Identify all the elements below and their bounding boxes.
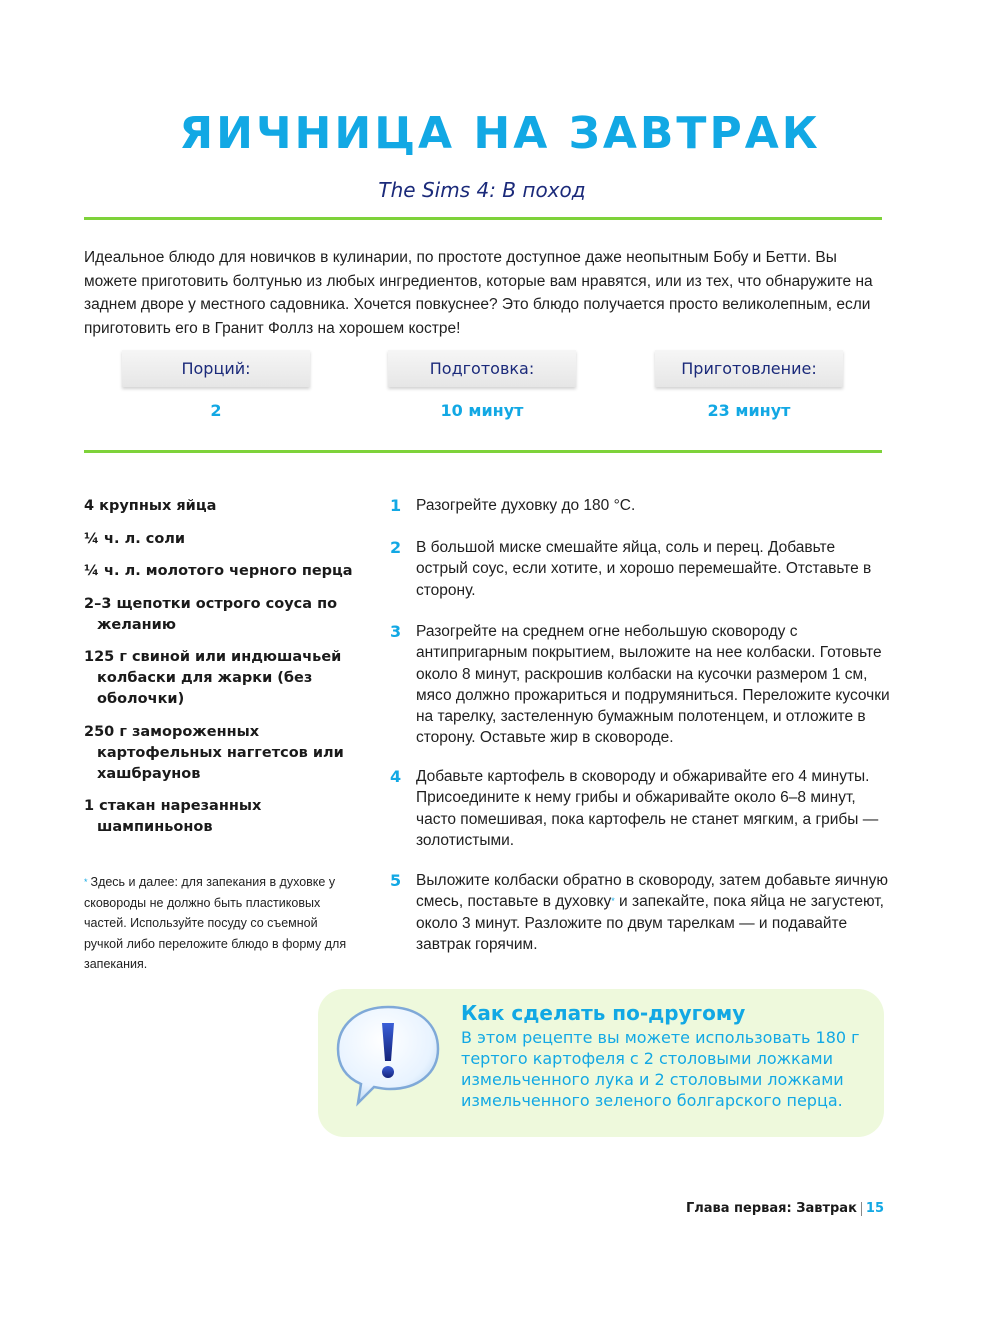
stat-prep-value: 10 минут: [440, 401, 524, 420]
tip-box: [318, 989, 884, 1137]
footer-divider: [861, 1202, 862, 1216]
step-4: [390, 766, 890, 851]
step-3: [390, 621, 890, 749]
stat-prep-label: Подготовка:: [388, 350, 576, 387]
step-number: 1: [390, 496, 402, 515]
exclamation-bubble-icon: [330, 999, 446, 1109]
ingredient-item: 2–3 щепотки острого соуса по желанию: [84, 595, 338, 633]
page-footer: [686, 1201, 884, 1216]
intro-paragraph: Идеальное блюдо для новичков в кулинарии, по простоте доступное даже неопытным Бобу и Бетти. Вы можете приготовить болтунью из любых ингредиентов, которые вам нравятся, или из тех, что обнаружите на заднем дворе у местного садовника. Хочется повкуснее? Это блюдо получается просто великолепным, если приготовить его в Гранит Фоллз на хорошем костре!: [84, 249, 873, 337]
ingredient-item: ¼ ч. л. соли: [84, 530, 186, 547]
step-text-part: Выложите колбаски обратно в сковороду, затем добавьте яичную смесь, поставьте в духовку: [416, 872, 888, 911]
tip-body: В этом рецепте вы можете использовать 180 г тертого картофеля с 2 столовыми ложками измельченного лука и 2 столовыми ложками измельченного зеленого болгарского перца.: [461, 1028, 860, 1110]
step-text: [416, 870, 890, 955]
ingredient-item: ¼ ч. л. молотого черного перца: [84, 563, 353, 579]
footnote-text: Здесь и далее: для запекания в духовке у сковороды не должно быть пластиковых частей. Используйте посуду со съемной ручкой либо переложите блюдо в форму для запекания.: [84, 875, 347, 971]
step-asterisk: *: [611, 896, 615, 907]
ingredient-item: 4 крупных яйца: [84, 498, 217, 514]
step-number: 2: [390, 538, 402, 557]
footnote-asterisk: *: [84, 877, 88, 887]
step-number: 5: [390, 871, 402, 890]
chapter-label: Глава первая: Завтрак: [685, 1201, 857, 1216]
recipe-title: ЯИЧНИЦА НА ЗАВТРАК: [179, 108, 821, 159]
footnote: [84, 872, 354, 975]
step-1: [390, 495, 890, 516]
step-text: Добавьте картофель в сковороду и обжаривайте его 4 минуты. Присоедините к нему грибы и обжаривайте около 6–8 минут, часто помешивая, пока картофель не станет мягким, а грибы — золотистыми.: [416, 768, 879, 849]
step-5: [390, 870, 890, 955]
step-number: 4: [390, 767, 402, 786]
divider-top: [84, 217, 882, 220]
stat-servings-value: 2: [210, 401, 222, 420]
step-text: Разогрейте на среднем огне небольшую сковороду с антипригарным покрытием, выложите на нее колбаски. Готовьте около 8 минут, раскрошив колбаски на кусочки размером 1 см, мясо должно прожариться и подрумяниться. Переложите кусочки на тарелку, застеленную бумажным полотенцем, и отложите в сторону. Оставьте жир в сковороде.: [416, 623, 890, 747]
ingredients-list: [84, 496, 374, 850]
stat-cook: [655, 350, 843, 420]
step-text: Разогрейте духовку до 180 °С.: [416, 497, 636, 514]
step-number: 3: [390, 622, 402, 641]
tip-title: Как сделать по-другому: [461, 1001, 746, 1025]
step-text: В большой миске смешайте яйца, соль и перец. Добавьте острый соус, если хотите, и хорошо перемешайте. Отставьте в сторону.: [416, 539, 872, 599]
divider-middle: [84, 450, 882, 453]
ingredient-item: 1 стакан нарезанных шампиньонов: [84, 798, 262, 835]
recipe-subtitle: The Sims 4: В поход: [378, 178, 586, 202]
stat-servings: [122, 350, 310, 420]
stat-cook-label: Приготовление:: [655, 350, 843, 387]
step-2: [390, 537, 890, 601]
step-text-part: и запекайте, пока яйца не загустеют, около 3 минут. Разложите по двум тарелкам — и подавайте завтрак горячим.: [416, 893, 884, 953]
stat-prep: [388, 350, 576, 420]
ingredient-item: 125 г свиной или индюшачьей колбаски для жарки (без оболочки): [84, 649, 342, 707]
stat-servings-label: Порций:: [122, 350, 310, 387]
stat-cook-value: 23 минут: [707, 401, 791, 420]
page-number: 15: [865, 1201, 884, 1216]
ingredient-item: 250 г замороженных картофельных наггетсов или хашбраунов: [84, 723, 344, 782]
